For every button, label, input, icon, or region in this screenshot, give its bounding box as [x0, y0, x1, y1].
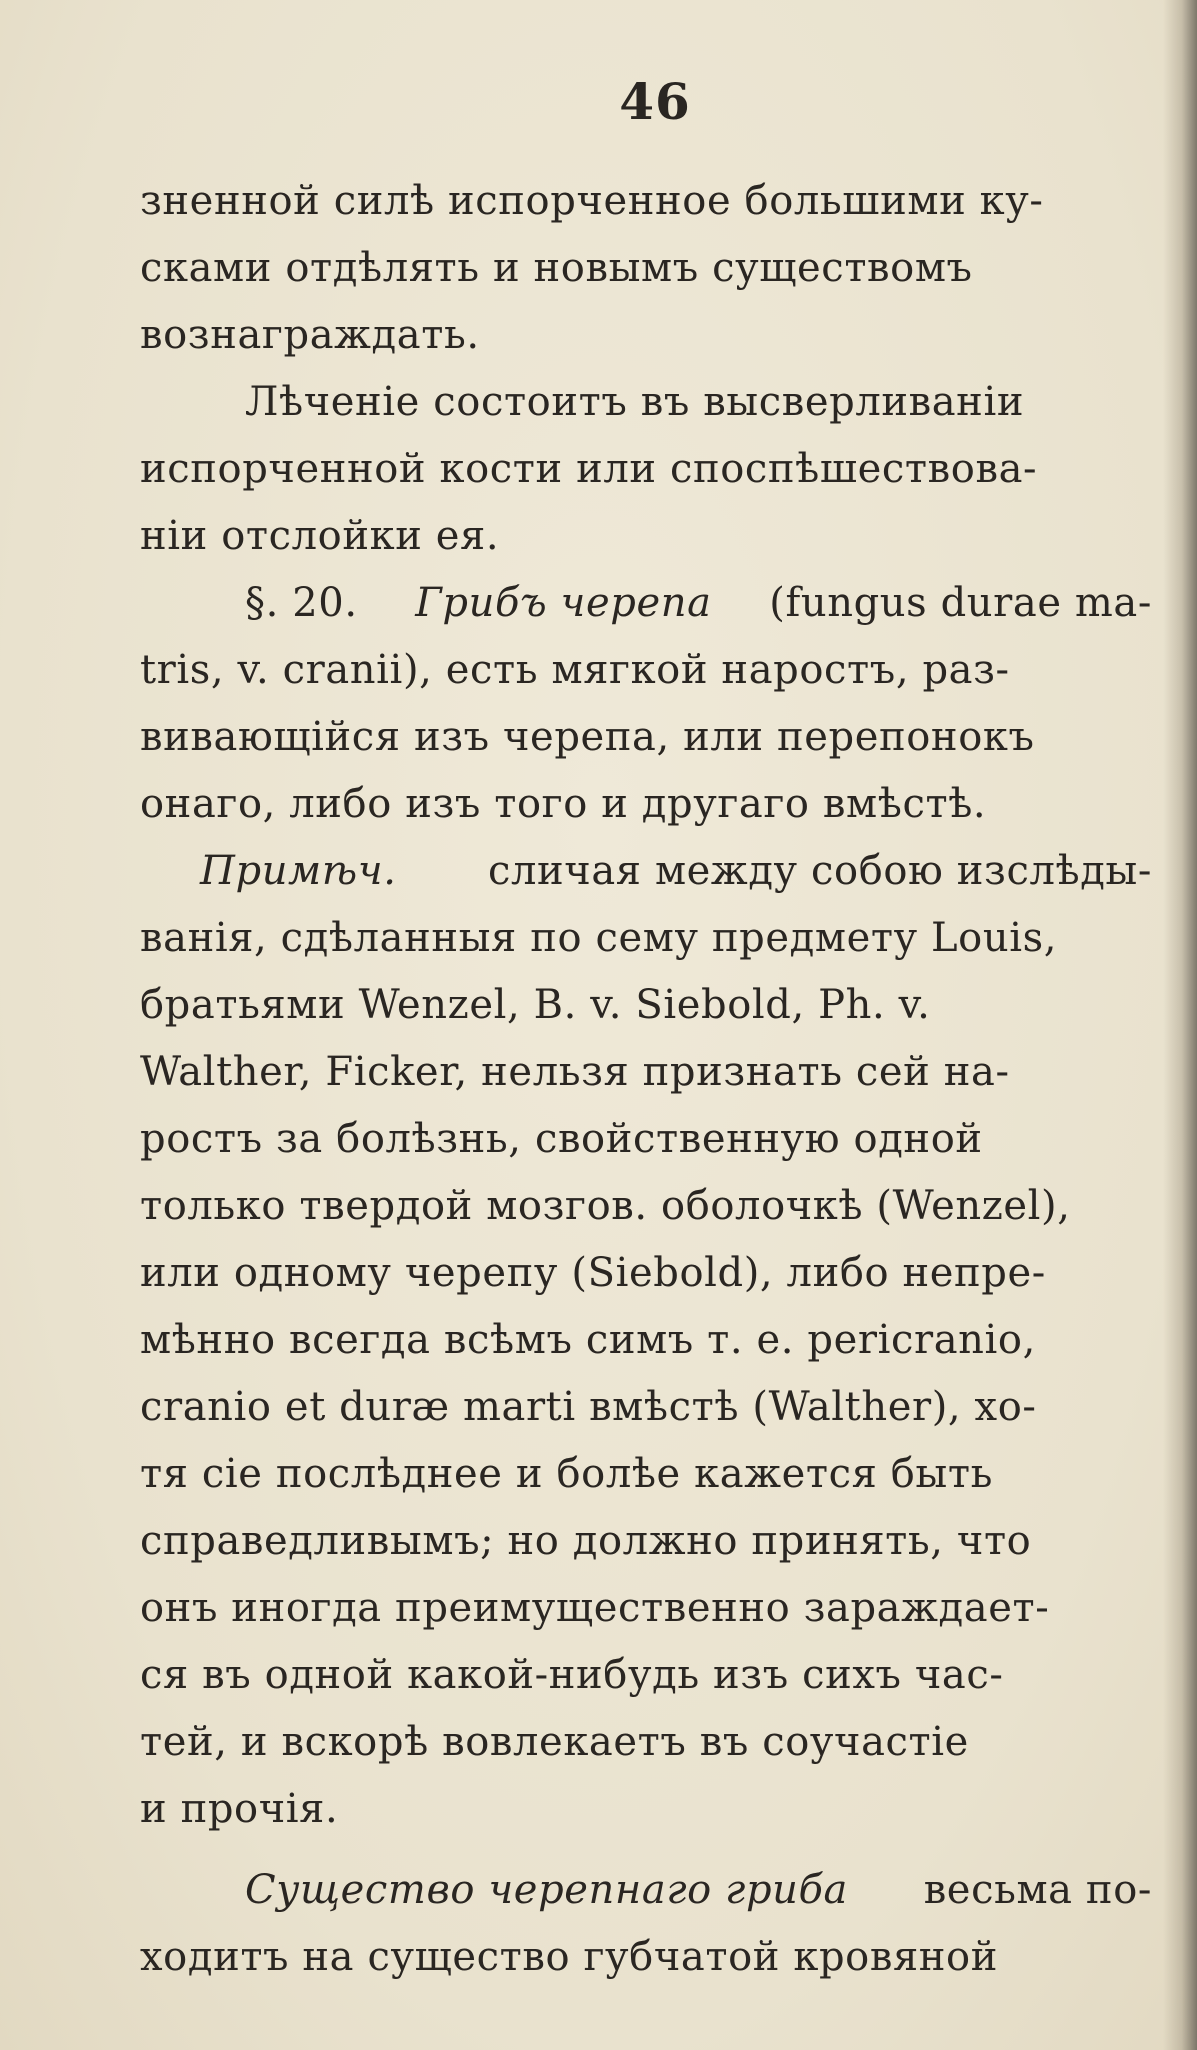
text-line [140, 1039, 1152, 1106]
text-line [140, 503, 1152, 570]
page-edge-shadow [1163, 0, 1197, 2050]
text-line [140, 637, 1152, 704]
text-line [140, 1924, 1152, 1991]
text-line [140, 168, 1152, 235]
line-text: вивающійся изъ черепа, или перепонокъ [140, 714, 1035, 760]
line-text: вознаграждать. [140, 312, 480, 358]
line-text: ніи отслойки ея. [140, 513, 500, 559]
note-label: Примѣч. [200, 848, 397, 894]
line-text: ся въ одной какой-нибудь изъ сихъ час- [140, 1652, 1004, 1698]
line-text: братьями Wenzel, B. v. Siebold, Ph. v. [140, 982, 931, 1028]
line-text: и прочія. [140, 1786, 339, 1832]
text-line [140, 1508, 1152, 1575]
emphasis-phrase: Существо черепнаго гриба [245, 1867, 848, 1913]
line-text: тя сіе послѣднее и болѣе кажется быть [140, 1451, 993, 1497]
line-text: Лѣченіе состоитъ въ высверливаніи [245, 379, 1025, 425]
section-number: §. 20. [245, 580, 358, 626]
line-text: испорченной кости или споспѣшествова- [140, 446, 1038, 492]
text-line [140, 1240, 1152, 1307]
note-line [140, 838, 1152, 905]
text-line [140, 1441, 1152, 1508]
line-text: tris, v. cranii), есть мягкой наростъ, раз- [140, 647, 1010, 693]
line-text: или одному черепу (Siebold), либо непре- [140, 1250, 1046, 1296]
line-text: сками отдѣлять и новымъ существомъ [140, 245, 973, 291]
text-line [140, 1173, 1152, 1240]
text-line [140, 235, 1152, 302]
line-text: онъ иногда преимущественно зараждает- [140, 1585, 1050, 1631]
text-line [140, 972, 1152, 1039]
line-text: Walther, Ficker, нельзя признать сей на- [140, 1049, 1010, 1095]
line-text: ростъ за болѣзнь, свойственную одной [140, 1116, 983, 1162]
text-line [140, 369, 1152, 436]
section-title: Грибъ черепа [415, 580, 712, 626]
text-line [140, 905, 1152, 972]
line-text: мѣнно всегда всѣмъ симъ т. е. pericranio, [140, 1317, 1036, 1363]
page-number: 46 [619, 72, 691, 131]
text-line [140, 302, 1152, 369]
latin-term: (fungus durae ma- [769, 580, 1152, 626]
text-line [140, 1106, 1152, 1173]
line-text: онаго, либо изъ того и другаго вмѣстѣ. [140, 781, 987, 827]
line-text: ванія, сдѣланныя по сему предмету Louis, [140, 915, 1058, 961]
text-line [140, 1776, 1152, 1843]
text-line [140, 1575, 1152, 1642]
line-text: cranio et duræ marti вмѣстѣ (Walther), хо- [140, 1384, 1037, 1430]
line-text: зненной силѣ испорченное большими ку- [140, 178, 1044, 224]
text-line [140, 1709, 1152, 1776]
line-text: только твердой мозгов. оболочкѣ (Wenzel), [140, 1183, 1071, 1229]
text-line [140, 704, 1152, 771]
line-text: ходитъ на существо губчатой кровяной [140, 1934, 998, 1980]
section-heading-line [140, 570, 1152, 637]
text-line [140, 436, 1152, 503]
text-line [140, 771, 1152, 838]
line-text: справедливымъ; но должно принять, что [140, 1518, 1032, 1564]
line-text: тей, и вскорѣ вовлекаетъ въ соучастіе [140, 1719, 969, 1765]
text-line [140, 1307, 1152, 1374]
text-line [140, 1642, 1152, 1709]
body-text [140, 168, 1152, 1991]
paragraph-line [140, 1857, 1152, 1924]
line-text: весьма по- [923, 1867, 1152, 1913]
line-text: сличая между собою изслѣды- [488, 848, 1152, 894]
text-line [140, 1374, 1152, 1441]
